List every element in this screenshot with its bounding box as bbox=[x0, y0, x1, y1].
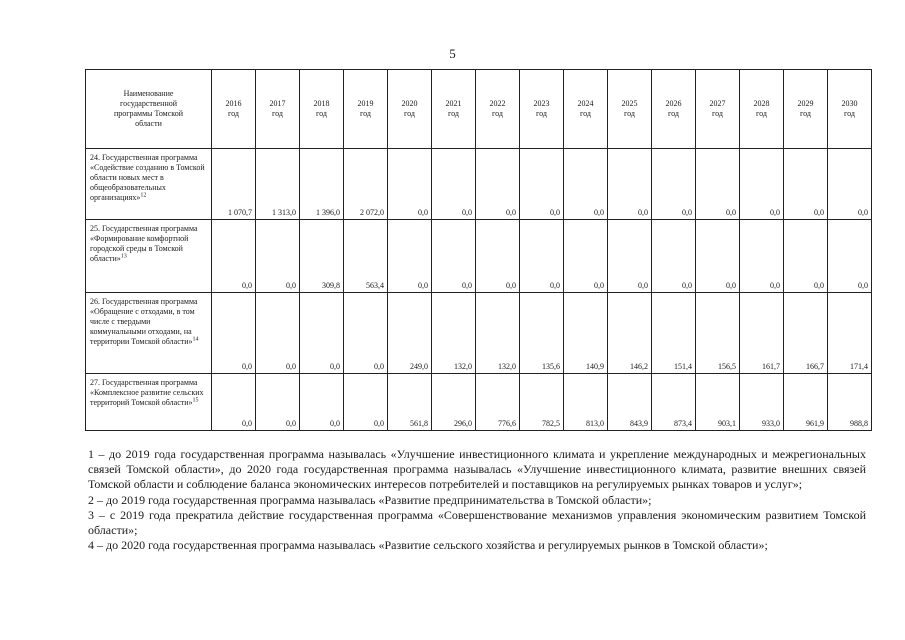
year-unit: год bbox=[272, 109, 283, 118]
value-cell: 933,0 bbox=[740, 374, 784, 431]
value-cell: 146,2 bbox=[608, 293, 652, 374]
value-cell: 563,4 bbox=[344, 220, 388, 293]
value-cell: 135,6 bbox=[520, 293, 564, 374]
year-label: 2030 bbox=[841, 99, 858, 108]
year-unit: год bbox=[316, 109, 327, 118]
value-cell: 0,0 bbox=[784, 220, 828, 293]
value-cell: 0,0 bbox=[740, 149, 784, 220]
value-cell: 873,4 bbox=[652, 374, 696, 431]
value-cell: 132,0 bbox=[432, 293, 476, 374]
year-label: 2021 bbox=[445, 99, 462, 108]
year-label: 2017 bbox=[269, 99, 286, 108]
year-header bbox=[256, 70, 300, 149]
table-row bbox=[86, 374, 872, 431]
year-header bbox=[388, 70, 432, 149]
value-cell: 0,0 bbox=[300, 374, 344, 431]
table-body bbox=[86, 149, 872, 431]
program-name-cell bbox=[86, 293, 212, 374]
value-cell: 161,7 bbox=[740, 293, 784, 374]
table-row bbox=[86, 149, 872, 220]
value-cell: 561,8 bbox=[388, 374, 432, 431]
value-cell: 151,4 bbox=[652, 293, 696, 374]
program-name: 24. Государственная программа «Содействие созданию в Томской области новых мест в общеобразовательных организациях» bbox=[90, 153, 205, 202]
program-name: 27. Государственная программа «Комплексное развитие сельских территорий Томской области» bbox=[90, 378, 204, 407]
value-cell: 782,5 bbox=[520, 374, 564, 431]
year-label: 2018 bbox=[313, 99, 330, 108]
program-budget-table bbox=[85, 69, 872, 431]
year-header bbox=[300, 70, 344, 149]
value-cell: 1 070,7 bbox=[212, 149, 256, 220]
footnote-item: 4 – до 2020 года государственная программа называлась «Развитие сельского хозяйства и регулируемых рынков в Томской области»; bbox=[88, 538, 768, 553]
value-cell: 156,5 bbox=[696, 293, 740, 374]
value-cell: 0,0 bbox=[696, 220, 740, 293]
value-cell: 903,1 bbox=[696, 374, 740, 431]
footnote-item: 1 – до 2019 года государственная программа называлась «Улучшение инвестиционного климата и укрепление международных и межрегиональных связей Томской области», до 2020 года государственная программа называлась «Улучшение инвестиционного климата, развитие внешних связей Томской области и соблюдение баланса экономических интересов потребителей и поставщиков на регулируемых рынках товаров и услуг»; bbox=[88, 447, 866, 492]
value-cell: 0,0 bbox=[344, 374, 388, 431]
value-cell: 0,0 bbox=[432, 220, 476, 293]
year-unit: год bbox=[536, 109, 547, 118]
year-label: 2025 bbox=[621, 99, 638, 108]
year-header bbox=[740, 70, 784, 149]
table-row bbox=[86, 220, 872, 293]
year-unit: год bbox=[668, 109, 679, 118]
value-cell: 0,0 bbox=[476, 149, 520, 220]
value-cell: 0,0 bbox=[520, 149, 564, 220]
year-header bbox=[564, 70, 608, 149]
value-cell: 0,0 bbox=[256, 374, 300, 431]
value-cell: 249,0 bbox=[388, 293, 432, 374]
value-cell: 0,0 bbox=[300, 293, 344, 374]
year-label: 2024 bbox=[577, 99, 594, 108]
year-label: 2019 bbox=[357, 99, 374, 108]
value-cell: 0,0 bbox=[652, 149, 696, 220]
year-unit: год bbox=[228, 109, 239, 118]
value-cell: 1 396,0 bbox=[300, 149, 344, 220]
footnote-marker: 15 bbox=[192, 397, 199, 404]
value-cell: 0,0 bbox=[564, 220, 608, 293]
value-cell: 140,9 bbox=[564, 293, 608, 374]
program-name: 26. Государственная программа «Обращение с отходами, в том числе с твердыми коммунальными отходами, на территории Томской области» bbox=[90, 297, 198, 346]
value-cell: 988,8 bbox=[828, 374, 872, 431]
year-header bbox=[476, 70, 520, 149]
value-cell: 171,4 bbox=[828, 293, 872, 374]
footnote-item: 2 – до 2019 года государственная программа называлась «Развитие предпринимательства в Томской области»; bbox=[88, 492, 652, 507]
year-unit: год bbox=[404, 109, 415, 118]
value-cell: 0,0 bbox=[608, 149, 652, 220]
year-label: 2026 bbox=[665, 99, 682, 108]
value-cell: 0,0 bbox=[608, 220, 652, 293]
value-cell: 0,0 bbox=[784, 149, 828, 220]
value-cell: 132,0 bbox=[476, 293, 520, 374]
year-unit: год bbox=[800, 109, 811, 118]
year-unit: год bbox=[844, 109, 855, 118]
value-cell: 0,0 bbox=[520, 220, 564, 293]
value-cell: 0,0 bbox=[828, 149, 872, 220]
program-name-cell bbox=[86, 149, 212, 220]
year-header bbox=[696, 70, 740, 149]
value-cell: 0,0 bbox=[212, 293, 256, 374]
year-unit: год bbox=[360, 109, 371, 118]
value-cell: 776,6 bbox=[476, 374, 520, 431]
year-unit: год bbox=[580, 109, 591, 118]
year-unit: год bbox=[624, 109, 635, 118]
year-unit: год bbox=[492, 109, 503, 118]
value-cell: 0,0 bbox=[564, 149, 608, 220]
value-cell: 0,0 bbox=[256, 220, 300, 293]
year-unit: год bbox=[448, 109, 459, 118]
year-header bbox=[432, 70, 476, 149]
value-cell: 961,9 bbox=[784, 374, 828, 431]
value-cell: 0,0 bbox=[344, 293, 388, 374]
year-header bbox=[520, 70, 564, 149]
value-cell: 0,0 bbox=[388, 220, 432, 293]
value-cell: 166,7 bbox=[784, 293, 828, 374]
year-header bbox=[344, 70, 388, 149]
year-label: 2020 bbox=[401, 99, 418, 108]
value-cell: 0,0 bbox=[212, 220, 256, 293]
value-cell: 309,8 bbox=[300, 220, 344, 293]
footnote-marker: 14 bbox=[192, 336, 199, 343]
year-label: 2022 bbox=[489, 99, 506, 108]
program-name-cell bbox=[86, 220, 212, 293]
table-row bbox=[86, 293, 872, 374]
program-name-header: Наименование государственной программы Томской области bbox=[86, 70, 212, 149]
value-cell: 1 313,0 bbox=[256, 149, 300, 220]
year-header bbox=[784, 70, 828, 149]
program-name: 25. Государственная программа «Формирование комфортной городской среды в Томской области» bbox=[90, 224, 198, 263]
value-cell: 0,0 bbox=[212, 374, 256, 431]
value-cell: 0,0 bbox=[740, 220, 784, 293]
year-header bbox=[828, 70, 872, 149]
value-cell: 0,0 bbox=[388, 149, 432, 220]
value-cell: 0,0 bbox=[696, 149, 740, 220]
value-cell: 0,0 bbox=[476, 220, 520, 293]
footnotes bbox=[88, 447, 866, 553]
year-header bbox=[652, 70, 696, 149]
footnote-marker: 12 bbox=[140, 192, 147, 199]
year-label: 2016 bbox=[225, 99, 242, 108]
value-cell: 0,0 bbox=[652, 220, 696, 293]
value-cell: 0,0 bbox=[828, 220, 872, 293]
year-label: 2027 bbox=[709, 99, 726, 108]
value-cell: 2 072,0 bbox=[344, 149, 388, 220]
year-label: 2029 bbox=[797, 99, 814, 108]
page-number: 5 bbox=[449, 46, 456, 61]
year-unit: год bbox=[756, 109, 767, 118]
year-label: 2028 bbox=[753, 99, 770, 108]
value-cell: 0,0 bbox=[256, 293, 300, 374]
year-label: 2023 bbox=[533, 99, 550, 108]
year-unit: год bbox=[712, 109, 723, 118]
program-name-cell bbox=[86, 374, 212, 431]
footnote-item: 3 – с 2019 года прекратила действие государственная программа «Совершенствование механизмов управления экономическим развитием Томской области»; bbox=[88, 507, 866, 538]
table-header-row bbox=[86, 70, 872, 149]
year-header bbox=[608, 70, 652, 149]
footnote-marker: 13 bbox=[120, 253, 127, 260]
value-cell: 296,0 bbox=[432, 374, 476, 431]
value-cell: 843,9 bbox=[608, 374, 652, 431]
value-cell: 813,0 bbox=[564, 374, 608, 431]
year-header bbox=[212, 70, 256, 149]
value-cell: 0,0 bbox=[432, 149, 476, 220]
